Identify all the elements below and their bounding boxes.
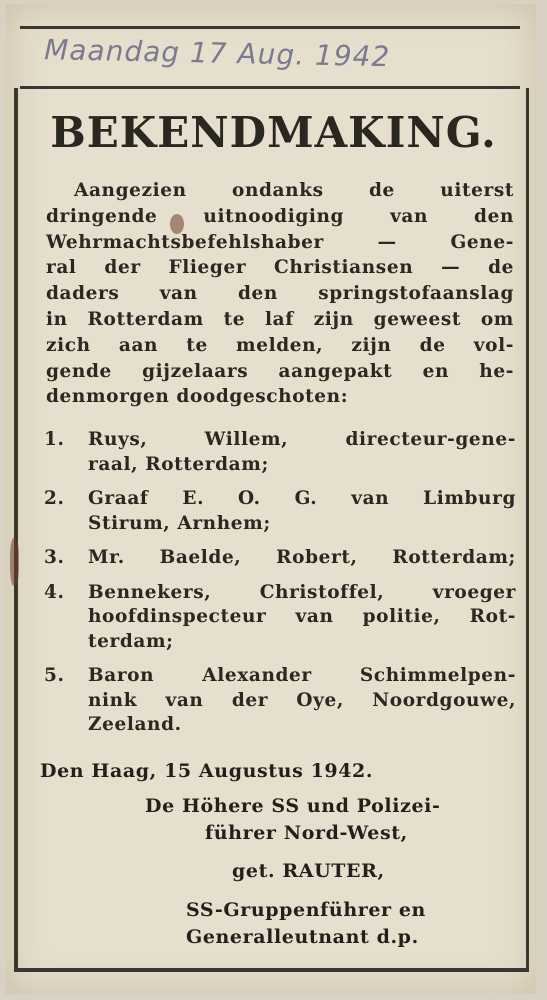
handwritten-date: Maandag 17 Aug. 1942 [43, 33, 391, 74]
list-item [44, 428, 516, 477]
list-item [44, 487, 516, 536]
item-line: Zeeland. [88, 714, 182, 735]
list-item [44, 581, 516, 655]
item-number: 3. [44, 547, 65, 568]
list-item [44, 664, 516, 738]
signatory-title [145, 793, 515, 847]
rank-line: Generalleutnant d.p. [186, 926, 419, 948]
item-number: 5. [44, 665, 65, 686]
list-item [44, 546, 516, 571]
item-number: 1. [44, 429, 65, 450]
bottom-rule [14, 968, 529, 972]
item-line: Mr. Baelde, Robert, Rotterdam; [88, 547, 516, 568]
item-line: Baron Alexander Schimmelpen- [88, 665, 516, 686]
hostage-list [44, 428, 516, 748]
signed-name: get. RAUTER, [232, 860, 385, 882]
signatory-line: führer Nord-West, [205, 822, 408, 844]
rank-line: SS-Gruppenführer en [186, 899, 426, 921]
intro-line: ral der Flieger Christiansen — de [46, 257, 514, 279]
signatory-line: De Höhere SS und Polizei- [145, 795, 441, 817]
intro-line: in Rotterdam te laf zijn geweest om [46, 308, 514, 330]
item-line: Ruys, Willem, directeur-gene- [88, 429, 516, 450]
item-line: nink van der Oye, Noordgouwe, [88, 689, 516, 711]
item-line: Bennekers, Christoffel, vroeger [88, 581, 516, 603]
item-number: 2. [44, 488, 65, 509]
notice-title: BEKENDMAKING. [50, 108, 497, 157]
signatory-rank [186, 897, 426, 951]
item-line: Graaf E. O. G. van Limburg [88, 488, 516, 509]
intro-line: Aangezien ondanks de uiterst [74, 180, 514, 201]
item-line: terdam; [88, 630, 174, 652]
intro-line: dringende uitnoodiging van den [46, 205, 514, 227]
intro-line: zich aan te melden, zijn de vol- [46, 334, 514, 356]
intro-line: Wehrmachtsbefehlshaber — Gene- [46, 231, 514, 253]
top-rule [20, 26, 520, 29]
intro-line: daders van den springstofaanslag [46, 283, 514, 305]
place-date: Den Haag, 15 Augustus 1942. [40, 760, 374, 782]
intro-paragraph [46, 178, 514, 410]
item-number: 4. [44, 581, 65, 603]
item-line: Stirum, Arnhem; [88, 512, 271, 534]
edge-stain [10, 538, 19, 586]
intro-line: denmorgen doodgeschoten: [46, 386, 349, 408]
intro-line: gende gijzelaars aangepakt en he- [46, 360, 514, 382]
item-line: raal, Rotterdam; [88, 453, 269, 475]
item-line: hoofdinspecteur van politie, Rot- [88, 606, 516, 627]
